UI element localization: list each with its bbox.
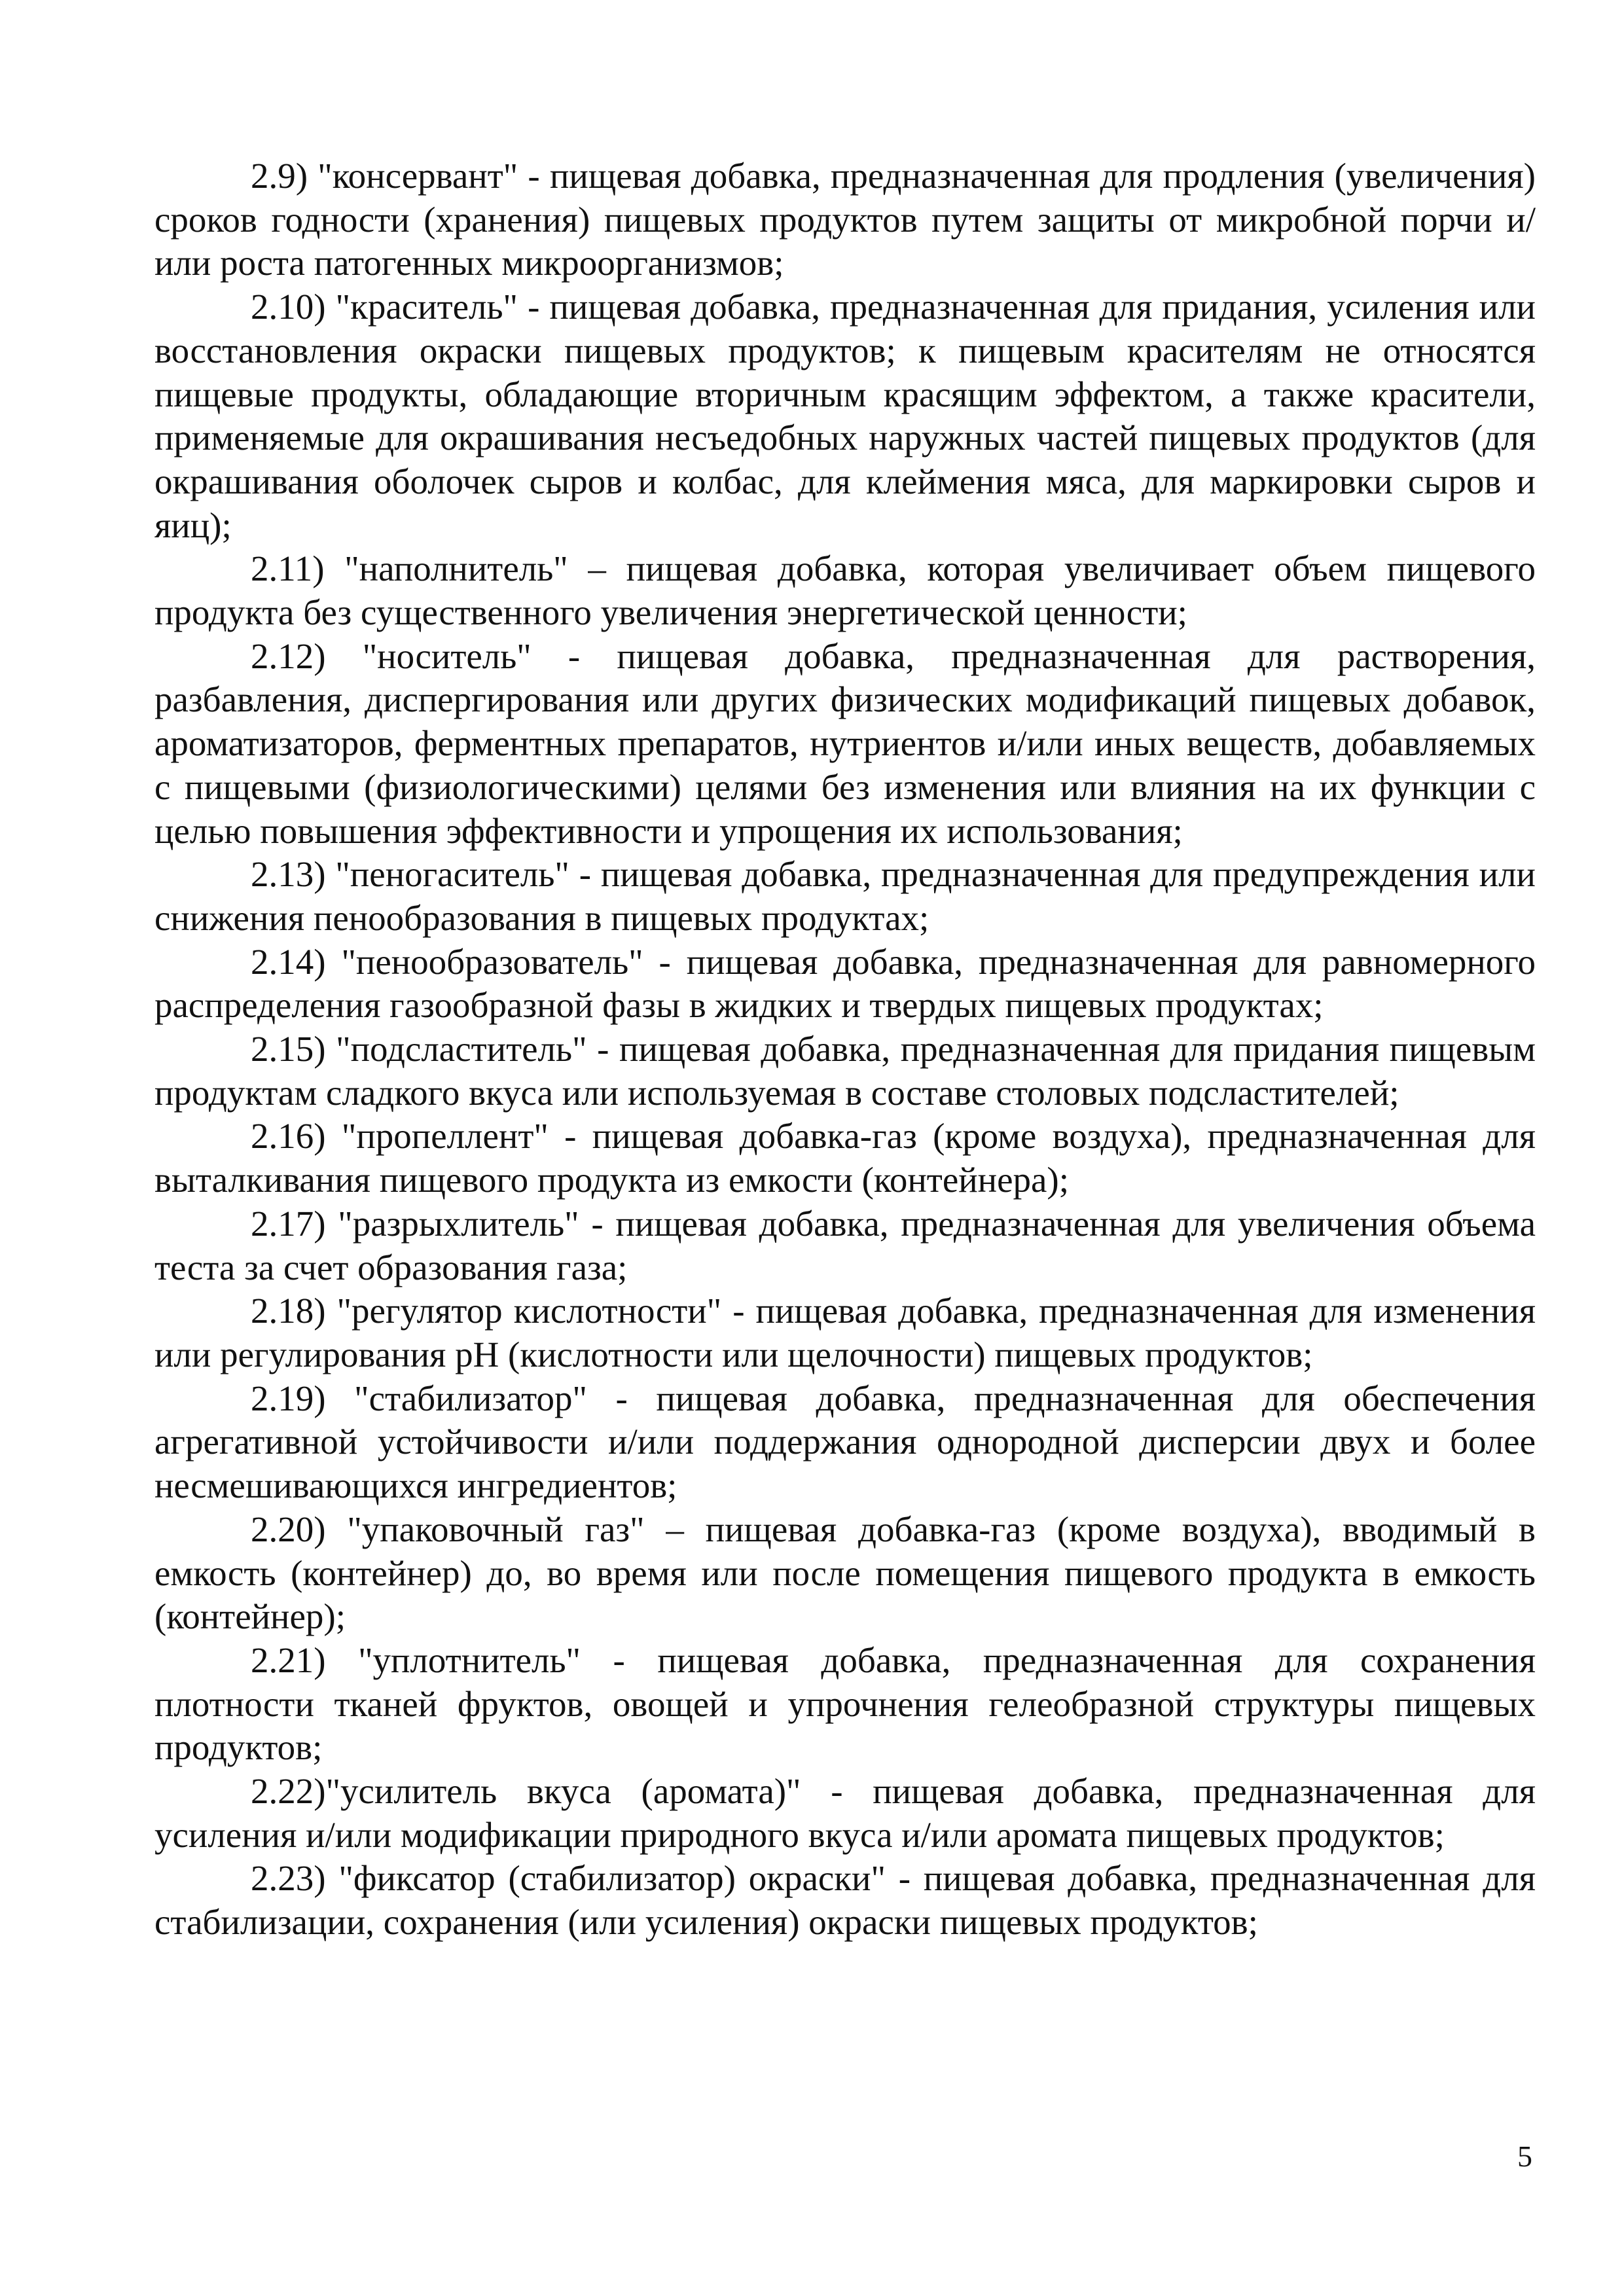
paragraph-2-23: 2.23) "фиксатор (стабилизатор) окраски" - пищевая добавка, предназначенная для стабилизации, сохранения (или усиления) окраски пищевых продуктов; [154,1858,1536,1943]
document-body [154,154,1536,1945]
paragraph-2-20: 2.20) "упаковочный газ" – пищевая добавка-газ (кроме воздуха), вводимый в емкость (контейнер) до, во время или после помещения пищевого продукта в емкость (контейнер); [154,1509,1536,1637]
paragraph-2-10: 2.10) "краситель" - пищевая добавка, предназначенная для придания, усиления или восстановления окраски пищевых продуктов; к пищевым красителям не относятся пищевые продукты, обладающие вторичным красящим эффектом, а также красители, применяемые для окрашивания несъедобных наружных частей пищевых продуктов (для окрашивания оболочек сыров и колбас, для клеймения мяса, для маркировки сыров и яиц); [154,287,1536,545]
paragraph-2-21: 2.21) "уплотнитель" - пищевая добавка, предназначенная для сохранения плотности тканей фруктов, овощей и упрочнения гелеобразной структуры пищевых продуктов; [154,1640,1536,1768]
paragraph-2-16: 2.16) "пропеллент" - пищевая добавка-газ (кроме воздуха), предназначенная для выталкивания пищевого продукта из емкости (контейнера); [154,1116,1536,1200]
page-number: 5 [1517,2140,1532,2173]
paragraph-2-18: 2.18) "регулятор кислотности" - пищевая добавка, предназначенная для изменения или регулирования pH (кислотности или щелочности) пищевых продуктов; [154,1291,1536,1374]
paragraph-2-11: 2.11) "наполнитель" – пищевая добавка, которая увеличивает объем пищевого продукта без существенного увеличения энергетической ценности; [154,548,1536,633]
paragraph-2-12: 2.12) "носитель" - пищевая добавка, предназначенная для растворения, разбавления, диспергирования или других физических модификаций пищевых добавок, ароматизаторов, ферментных препаратов, нутриентов и/или иных веществ, добавляемых с пищевыми (физиологическими) целями без изменения или влияния на их функции с целью повышения эффективности и упрощения их использования; [154,636,1536,851]
paragraph-2-22: 2.22)"усилитель вкуса (аромата)" - пищевая добавка, предназначенная для усиления и/или модификации природного вкуса и/или аромата пищевых продуктов; [154,1771,1536,1855]
paragraph-2-9: 2.9) "консервант" - пищевая добавка, предназначенная для продления (увеличения) сроков годности (хранения) пищевых продуктов путем защиты от микробной порчи и/или роста патогенных микроорганизмов; [154,156,1536,283]
paragraph-2-14: 2.14) "пенообразователь" - пищевая добавка, предназначенная для равномерного распределения газообразной фазы в жидких и твердых пищевых продуктах; [154,941,1536,1026]
paragraph-2-13: 2.13) "пеногаситель" - пищевая добавка, предназначенная для предупреждения или снижения пенообразования в пищевых продуктах; [154,854,1536,938]
paragraph-2-19: 2.19) "стабилизатор" - пищевая добавка, предназначенная для обеспечения агрегативной устойчивости и/или поддержания однородной дисперсии двух и более несмешивающихся ингредиентов; [154,1378,1536,1506]
paragraph-2-15: 2.15) "подсластитель" - пищевая добавка, предназначенная для придания пищевым продуктам сладкого вкуса или используемая в составе столовых подсластителей; [154,1029,1536,1113]
paragraph-2-17: 2.17) "разрыхлитель" - пищевая добавка, предназначенная для увеличения объема теста за счет образования газа; [154,1203,1536,1287]
